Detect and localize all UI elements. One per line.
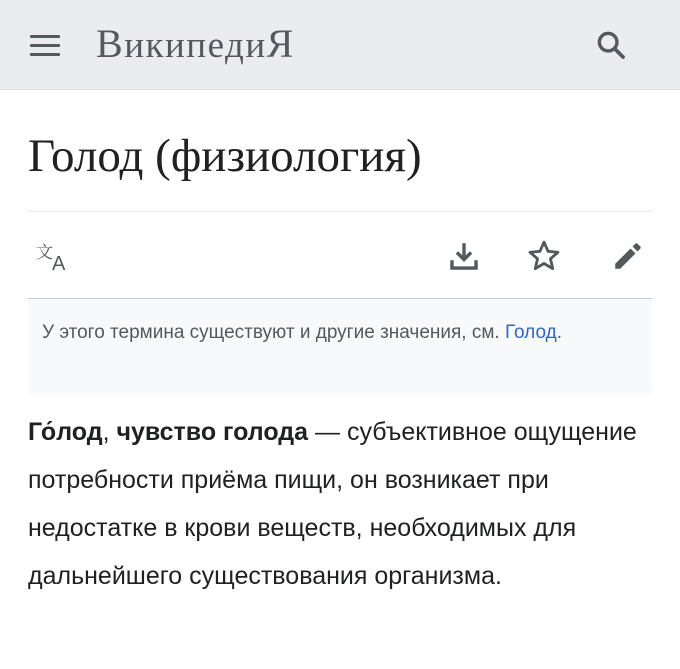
wordmark-first-letter: В	[96, 21, 125, 66]
star-icon-glyph	[526, 238, 562, 274]
hatnote-period: .	[556, 322, 562, 343]
search-icon[interactable]	[588, 22, 634, 68]
menu-bar	[30, 44, 60, 47]
svg-text:A: A	[52, 253, 66, 273]
bold-term-hunger-feeling: чувство голода	[116, 418, 309, 446]
lead-paragraph	[28, 408, 658, 600]
pencil-icon-glyph	[611, 239, 645, 273]
svg-text:文: 文	[36, 243, 53, 263]
page-actions-bar	[28, 228, 652, 288]
lead-body-text: — субъективное ощущение потребности приёма пищи, он возникает при недостатке в крови веществ, необходимых для дальнейшего существования организма.	[28, 418, 637, 590]
star-icon[interactable]	[522, 234, 566, 278]
pencil-icon[interactable]	[606, 234, 650, 278]
download-icon-glyph	[447, 239, 481, 273]
download-icon[interactable]	[442, 234, 486, 278]
search-icon-glyph	[594, 28, 628, 62]
bold-term-golod: Го́лод	[28, 418, 103, 446]
hatnote-text: У этого термина существуют и другие значения, см.	[42, 322, 500, 343]
wikipedia-wordmark[interactable]	[96, 20, 295, 68]
translate-icon-glyph	[35, 239, 73, 273]
disambiguation-hatnote	[28, 299, 652, 393]
term-separator: ,	[102, 418, 117, 446]
hamburger-menu-icon[interactable]	[20, 22, 70, 68]
translate-icon[interactable]	[32, 234, 76, 278]
wordmark-last-letter: Я	[266, 21, 295, 66]
top-bar	[0, 0, 680, 90]
hatnote-link[interactable]: Голод	[504, 322, 557, 343]
title-divider	[28, 211, 652, 212]
menu-bar	[30, 35, 60, 38]
page-title: Голод (физиология)	[28, 130, 422, 182]
menu-bar	[30, 53, 60, 56]
wordmark-middle: икипеди	[124, 25, 267, 66]
